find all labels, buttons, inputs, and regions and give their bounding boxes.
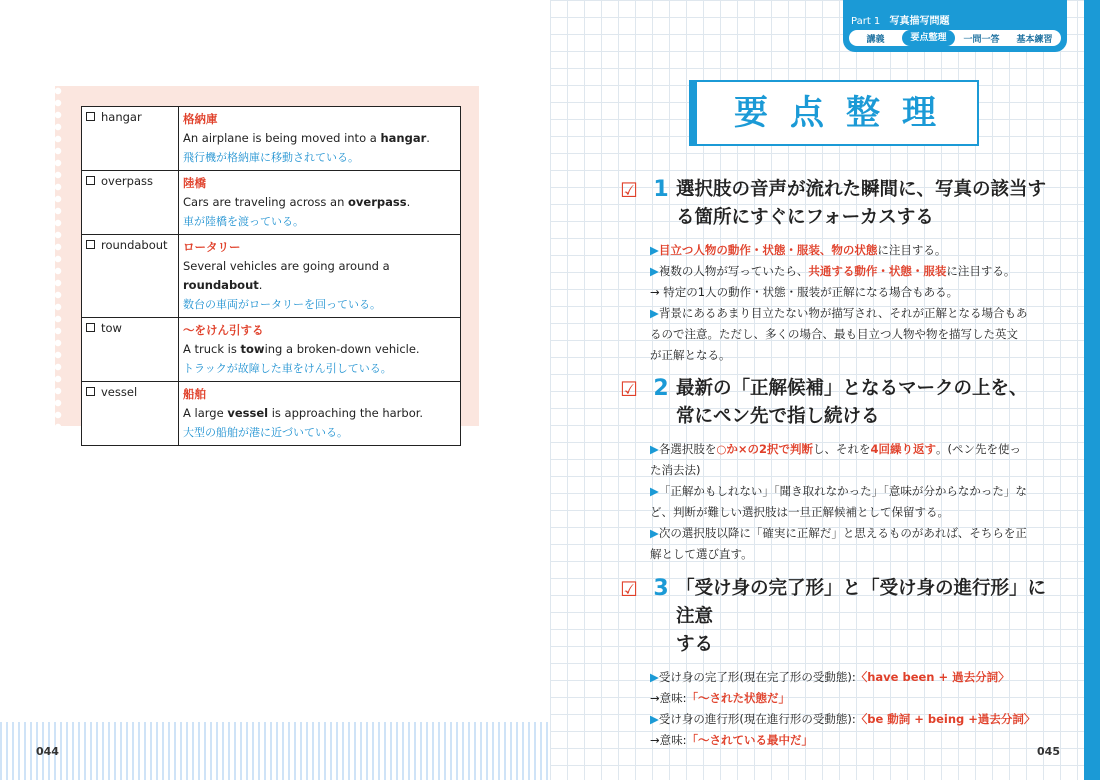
vocab-row [82, 382, 461, 446]
header-tabs [849, 30, 1061, 46]
section-3 [620, 575, 1060, 751]
bullet-item: ▶「正解かもしれない」「聞き取れなかった」「意味が分からなかった」な ど、判断が難しい選択肢は一旦正解候補として保留する。 [650, 484, 1027, 519]
vocab-term: roundabout [101, 238, 168, 252]
section-number: 2 [653, 376, 669, 401]
bullet-item: ▶受け身の進行形(現在進行形の受動態):〈be 動詞 + being +過去分詞〉 [650, 712, 1036, 726]
vocab-term-cell [82, 171, 179, 235]
bottom-stripe [0, 722, 550, 780]
vocab-term: vessel [101, 385, 138, 399]
vocab-row [82, 318, 461, 382]
triangle-icon: ▶ [650, 670, 659, 684]
vocab-meaning: 船舶 [183, 387, 206, 401]
vocab-example: Cars are traveling across an overpass. [183, 195, 411, 209]
vocab-row [82, 107, 461, 171]
vocab-term-cell [82, 318, 179, 382]
triangle-icon: ▶ [650, 306, 659, 320]
vocab-translation: 大型の船舶が港に近づいている。 [183, 426, 348, 439]
part-label: Part 1 [851, 16, 881, 27]
vocab-translation: トラックが故障した車をけん引している。 [183, 362, 392, 375]
checkmark-icon: ☑ [620, 377, 638, 401]
triangle-icon: ▶ [650, 264, 659, 278]
section-number: 3 [653, 576, 669, 601]
vocab-meaning: ～をけん引する [183, 323, 264, 337]
vocab-detail-cell [179, 318, 461, 382]
vocab-example: Several vehicles are going around a roundabout. [183, 259, 390, 292]
bullet-item: ▶目立つ人物の動作・状態・服装、物の状態に注目する。 [650, 243, 947, 257]
section-heading: 最新の「正解候補」となるマークの上を、 常にペン先で指し続ける [676, 378, 1028, 427]
vocab-translation: 飛行機が格納庫に移動されている。 [183, 151, 359, 164]
vocab-example: An airplane is being moved into a hangar. [183, 131, 430, 145]
section-heading: 選択肢の音声が流れた瞬間に、写真の該当す る箇所にすぐにフォーカスする [676, 179, 1047, 228]
triangle-icon: ▶ [650, 243, 659, 257]
triangle-icon: ▶ [650, 484, 659, 498]
section-header-tab [843, 0, 1067, 52]
vocab-meaning: 陸橋 [183, 176, 206, 190]
triangle-icon: ▶ [650, 442, 659, 456]
vocab-term: overpass [101, 174, 153, 188]
page-number-right: 045 [1037, 745, 1060, 758]
bullet-item: ▶各選択肢を○か×の2択で判断し、それを4回繰り返す。(ペン先を使っ た消去法) [650, 442, 1022, 477]
vocab-translation: 車が陸橋を渡っている。 [183, 215, 304, 228]
bullet-item: ▶次の選択肢以降に「確実に正解だ」と思えるものがあれば、そちらを正 解として選び直す。 [650, 526, 1027, 561]
page-title: 要点整理 [734, 93, 958, 133]
section-heading: 「受け身の完了形」と「受け身の進行形」に注意 する [676, 578, 1047, 655]
page-number-left: 044 [36, 745, 59, 758]
vocab-detail-cell [179, 171, 461, 235]
notebook-edge [55, 86, 65, 426]
page-title-box [689, 80, 979, 146]
checkmark-icon: ☑ [620, 178, 638, 202]
vocab-example: A large vessel is approaching the harbor. [183, 406, 424, 420]
bullet-item: ▶受け身の完了形(現在完了形の受動態):〈have been + 過去分詞〉 [650, 670, 1010, 684]
vocab-detail-cell [179, 235, 461, 318]
checkbox-icon[interactable] [86, 387, 95, 396]
bullet-item: ▶複数の人物が写っていたら、共通する動作・状態・服装に注目する。 [650, 264, 1016, 278]
tab-key-points[interactable]: 要点整理 [902, 30, 955, 46]
vocab-term-cell [82, 107, 179, 171]
triangle-icon: ▶ [650, 712, 659, 726]
checkbox-icon[interactable] [86, 176, 95, 185]
vocab-term-cell [82, 382, 179, 446]
vocab-meaning: 格納庫 [183, 112, 218, 126]
vocab-meaning: ロータリー [183, 240, 241, 254]
vocab-term: hangar [101, 110, 142, 124]
arrow-note: → 特定の1人の動作・状態・服装が正解になる場合もある。 [650, 285, 959, 299]
vocab-term-cell [82, 235, 179, 318]
bullet-item: ▶背景にあるあまり目立たない物が描写され、それが正解となる場合もあ るので注意。ただし、多くの場合、最も目立つ人物や物を描写した英文 が正解となる。 [650, 306, 1028, 362]
vocab-example: A truck is towing a broken-down vehicle. [183, 342, 420, 356]
part-title: 写真描写問題 [889, 16, 950, 27]
vocab-translation: 数台の車両がロータリーを回っている。 [183, 298, 381, 311]
triangle-icon: ▶ [650, 526, 659, 540]
section-1 [620, 176, 1060, 366]
checkbox-icon[interactable] [86, 240, 95, 249]
vocab-row [82, 171, 461, 235]
tab-qa[interactable]: 一問一答 [963, 34, 1000, 45]
vocab-detail-cell [179, 382, 461, 446]
vocab-row [82, 235, 461, 318]
vocab-table [81, 106, 461, 446]
vocab-term: tow [101, 321, 122, 335]
checkmark-icon: ☑ [620, 577, 638, 601]
section-2 [620, 375, 1060, 565]
arrow-note: →意味:「～されている最中だ」 [650, 733, 814, 747]
arrow-note: →意味:「～された状態だ」 [650, 691, 791, 705]
checkbox-icon[interactable] [86, 112, 95, 121]
tab-lecture[interactable]: 講義 [866, 34, 885, 45]
section-number: 1 [653, 177, 669, 202]
tab-practice[interactable]: 基本練習 [1016, 34, 1053, 45]
vocab-detail-cell [179, 107, 461, 171]
checkbox-icon[interactable] [86, 323, 95, 332]
side-stripe [1084, 0, 1100, 780]
vocab-card [55, 86, 479, 439]
